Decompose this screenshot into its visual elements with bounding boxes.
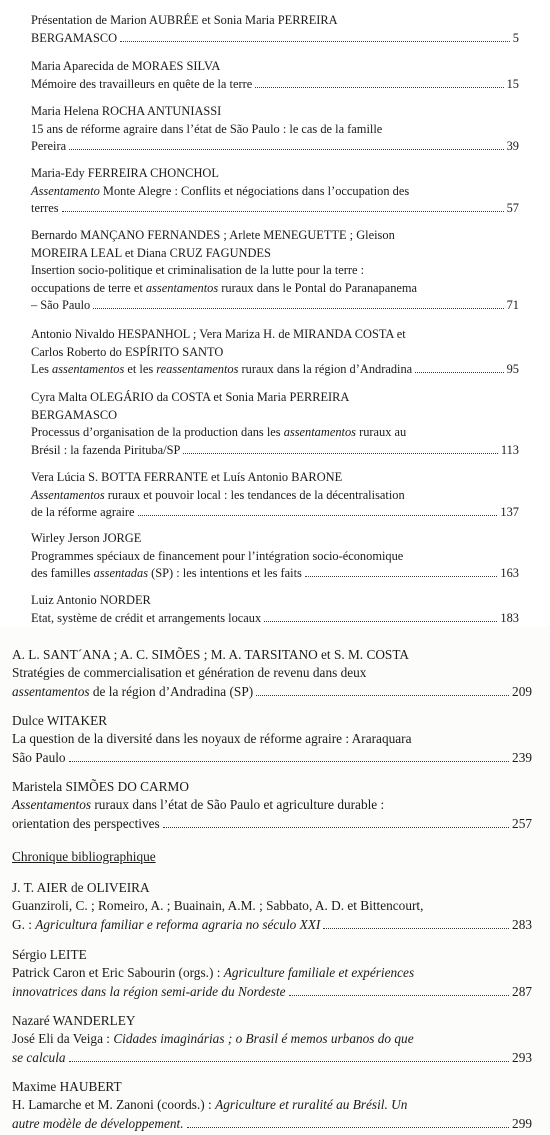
entry-title: José Eli da Veiga : Cidades imaginárias ; o Brasil é memos urbanos do que: [12, 1031, 414, 1047]
page-number: 257: [512, 815, 532, 831]
dot-leader: [69, 1061, 510, 1062]
entry-title-line: [31, 30, 519, 48]
entry-title: Insertion socio-politique et criminalisation de la lutte pour la terre :: [31, 263, 365, 278]
entry-title: H. Lamarche et M. Zanoni (coords.) : Agriculture et ruralité au Brésil. Un: [12, 1097, 408, 1113]
entry-title: Brésil : la fazenda Pirituba/SP: [31, 442, 181, 457]
page-number: 183: [500, 610, 519, 625]
dot-leader: [305, 576, 498, 577]
entry-title-line: [31, 565, 519, 583]
toc-entry: [31, 469, 519, 522]
section-heading: Chronique bibliographique: [12, 849, 156, 864]
toc-entry: [12, 646, 532, 701]
page-number: 95: [506, 362, 519, 377]
entry-title: innovatrices dans la région semi-aride du Nordeste: [12, 983, 286, 999]
toc-entry: [31, 326, 519, 379]
entry-title: São Paulo: [12, 749, 66, 765]
entry-title: Etat, système de crédit et arrangements locaux: [31, 610, 262, 625]
review-entry: [12, 1078, 532, 1133]
review-entry: [12, 1012, 532, 1067]
dot-leader: [264, 621, 497, 622]
entry-author: Cyra Malta OLEGÁRIO da COSTA et Sonia Maria PERREIRA: [31, 390, 350, 404]
entry-title: Guanziroli, C. ; Romeiro, A. ; Buainain, A.M. ; Sabbato, A. D. et Bittencourt,: [12, 898, 424, 914]
toc-entry: [12, 712, 532, 767]
entry-author: Maria Aparecida de MORAES SILVA: [31, 59, 221, 73]
toc-entry: [31, 530, 519, 583]
page-number: 137: [500, 505, 519, 520]
contents-bottom-section: [0, 626, 550, 1135]
entry-title-line: [12, 815, 532, 833]
entry-author: A. L. SANT´ANA ; A. C. SIMÕES ; M. A. TARSITANO et S. M. COSTA: [12, 647, 409, 662]
page-number: 283: [512, 916, 532, 932]
page-number: 287: [512, 983, 532, 999]
dot-leader: [289, 995, 510, 996]
entry-title: Mémoire des travailleurs en quête de la terre: [31, 76, 253, 91]
dot-leader: [120, 41, 510, 42]
toc-entry: [12, 778, 532, 833]
dot-leader: [183, 453, 498, 454]
dot-leader: [93, 308, 503, 309]
toc-entry: [31, 227, 519, 315]
dot-leader: [163, 827, 509, 828]
dot-leader: [69, 761, 509, 762]
entry-title-line: [12, 1115, 532, 1133]
entry-title-line: [31, 297, 519, 315]
entry-title: Les assentamentos et les reassentamentos ruraux dans la région d’Andradina: [31, 362, 413, 377]
entry-title-line: [31, 442, 519, 460]
entry-author: Luiz Antonio NORDER: [31, 593, 151, 607]
review-entry: [12, 879, 532, 934]
entry-title: – São Paulo: [31, 298, 91, 313]
entry-title-line: [31, 138, 519, 156]
page-number: 113: [500, 442, 519, 457]
entry-title: de la réforme agraire: [31, 505, 135, 520]
toc-entry: [31, 103, 519, 156]
entry-author: Vera Lúcia S. BOTTA FERRANTE et Luís Antonio BARONE: [31, 470, 343, 484]
entry-author: Carlos Roberto do ESPÍRITO SANTO: [31, 344, 224, 359]
dot-leader: [69, 149, 504, 150]
entry-title: Programmes spéciaux de financement pour l’intégration socio-économique: [31, 548, 404, 563]
page-number: 239: [512, 749, 532, 765]
entry-title: assentamentos de la région d’Andradina (SP): [12, 683, 254, 699]
entry-author: Wirley Jerson JORGE: [31, 531, 142, 545]
entry-title: occupations de terre et assentamentos ruraux dans le Pontal do Paranapanema: [31, 280, 418, 295]
entry-title: 15 ans de réforme agraire dans l’état de São Paulo : le cas de la famille: [31, 121, 383, 136]
entry-title-line: [31, 361, 519, 379]
page-number: 5: [512, 30, 519, 45]
entry-title: orientation des perspectives: [12, 815, 160, 831]
page-number: 57: [506, 201, 519, 216]
toc-entry: [31, 389, 519, 459]
entry-title-line: [12, 916, 532, 934]
page-number: 299: [512, 1115, 532, 1131]
toc-entry: [31, 12, 519, 47]
entry-title: La question de la diversité dans les noyaux de réforme agraire : Araraquara: [12, 731, 412, 747]
entry-title-line: [31, 504, 519, 522]
page-number: 163: [500, 566, 519, 581]
entry-author: Maristela SIMÕES DO CARMO: [12, 779, 189, 794]
page-number: 39: [506, 139, 519, 154]
dot-leader: [415, 372, 503, 373]
entry-title: G. : Agricultura familiar e reforma agraria no século XXI: [12, 916, 321, 932]
entry-author: Présentation de Marion AUBRÉE et Sonia Maria PERREIRA: [31, 13, 338, 27]
entry-title: terres: [31, 201, 59, 216]
entry-title-line: [12, 683, 532, 701]
dot-leader: [323, 928, 509, 929]
entry-author: BERGAMASCO: [31, 407, 118, 422]
entry-author: Maria-Edy FERREIRA CHONCHOL: [31, 166, 219, 180]
entry-author: Maria Helena ROCHA ANTUNIASSI: [31, 104, 222, 118]
dot-leader: [187, 1127, 509, 1128]
entry-title: des familles assentadas (SP) : les intentions et les faits: [31, 566, 302, 581]
dot-leader: [62, 211, 504, 212]
entry-author: J. T. AIER de OLIVEIRA: [12, 880, 150, 895]
entry-title: BERGAMASCO: [31, 30, 118, 45]
entry-title: Pereira: [31, 139, 67, 154]
dot-leader: [256, 695, 509, 696]
entry-title: Assentamentos ruraux et pouvoir local : les tendances de la décentralisation: [31, 487, 405, 502]
page-number: 209: [512, 683, 532, 699]
dot-leader: [255, 87, 503, 88]
entry-author: Antonio Nivaldo HESPANHOL ; Vera Mariza H. de MIRANDA COSTA et: [31, 327, 406, 341]
entry-author: MOREIRA LEAL et Diana CRUZ FAGUNDES: [31, 245, 271, 260]
entry-title: Stratégies de commercialisation et génération de revenu dans deux: [12, 665, 367, 681]
entry-author: Bernardo MANÇANO FERNANDES ; Arlete MENEGUETTE ; Gleison: [31, 228, 395, 242]
entry-author: Nazaré WANDERLEY: [12, 1013, 136, 1028]
entry-title: Assentamentos ruraux dans l’état de São Paulo et agriculture durable :: [12, 797, 385, 813]
entry-title-line: [12, 749, 532, 767]
toc-entry: [31, 165, 519, 218]
entry-author: Maxime HAUBERT: [12, 1079, 122, 1094]
entry-title-line: [31, 610, 519, 628]
entry-author: Dulce WITAKER: [12, 713, 108, 728]
page-number: 71: [506, 298, 519, 313]
entry-title: Patrick Caron et Eric Sabourin (orgs.) : Agriculture familiale et expériences: [12, 965, 415, 981]
entry-title-line: [12, 983, 532, 1001]
page-number: 293: [512, 1049, 532, 1065]
entry-title: autre modèle de développement.: [12, 1115, 184, 1131]
review-entry: [12, 946, 532, 1001]
toc-entry: [31, 592, 519, 627]
entry-title-line: [31, 200, 519, 218]
entry-title: se calcula: [12, 1049, 66, 1065]
entry-title-line: [31, 76, 519, 94]
entry-title: Assentamento Monte Alegre : Conflits et négociations dans l’occupation des: [31, 183, 410, 198]
entry-title-line: [12, 1049, 532, 1067]
entry-author: Sérgio LEITE: [12, 947, 87, 962]
page-number: 15: [506, 76, 519, 91]
dot-leader: [138, 515, 498, 516]
toc-entry: [31, 58, 519, 93]
entry-title: Processus d’organisation de la production dans les assentamentos ruraux au: [31, 425, 407, 440]
